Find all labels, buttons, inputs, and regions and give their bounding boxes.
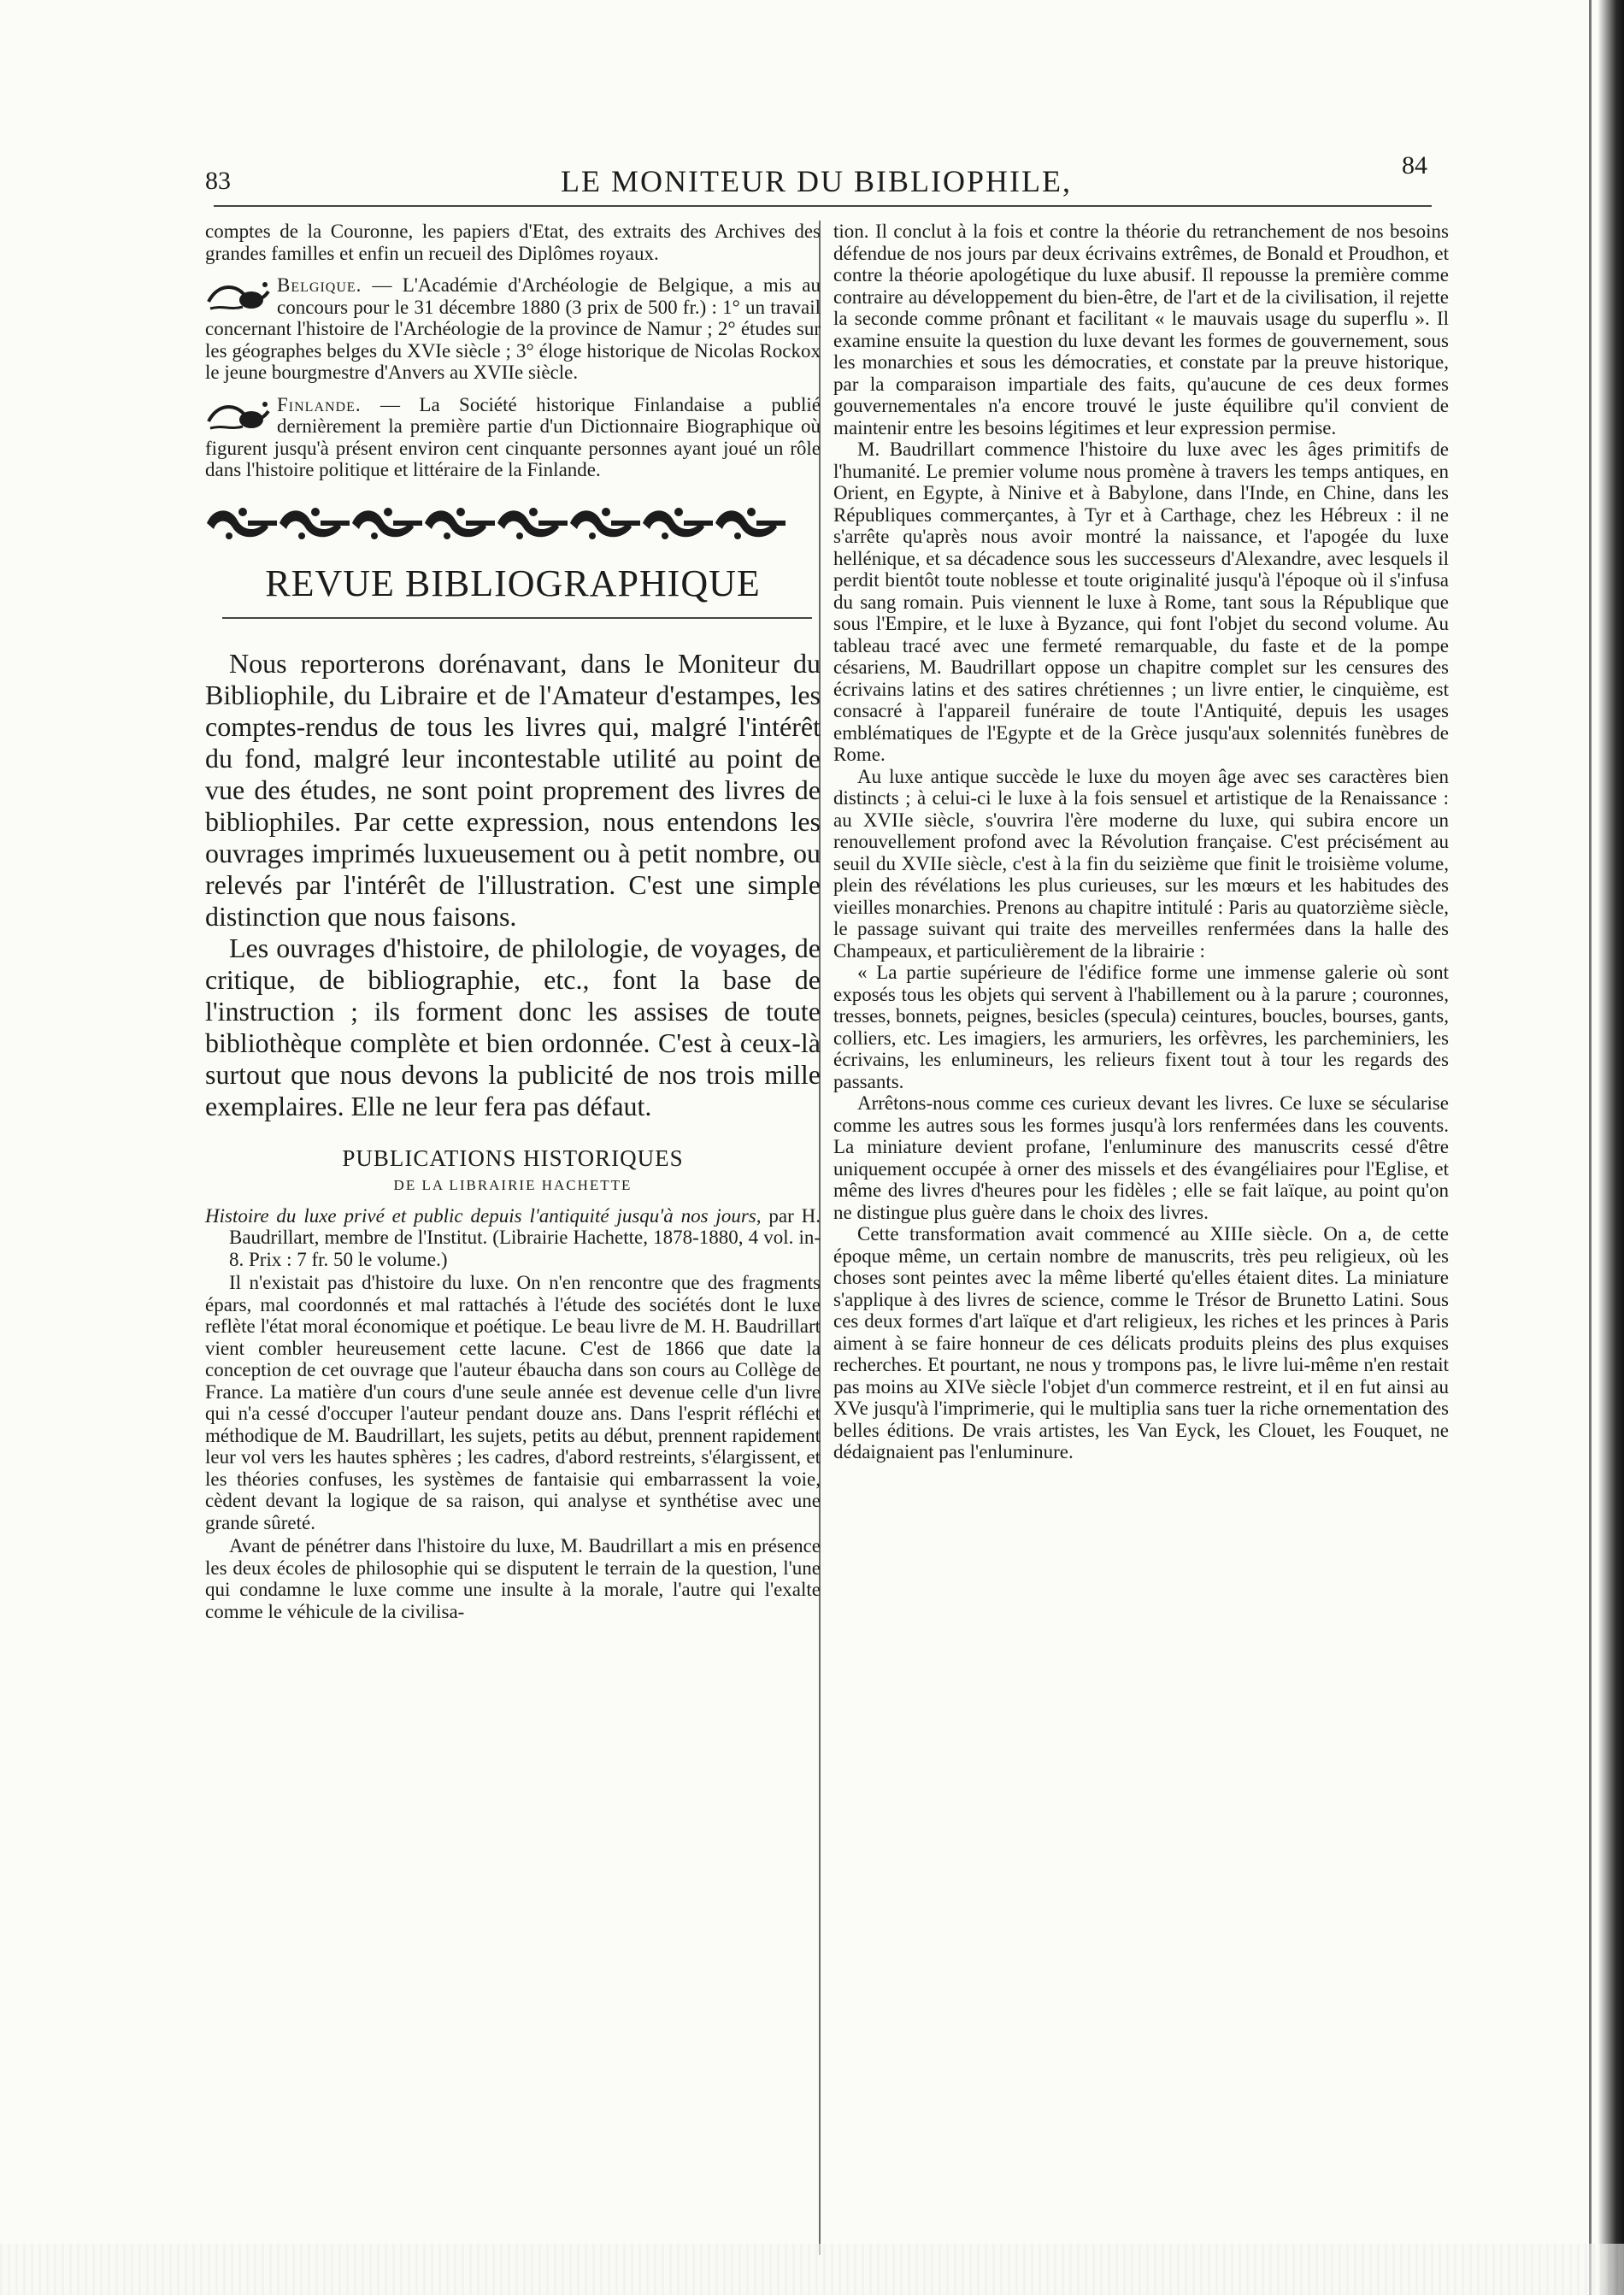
- section-title: REVUE BIBLIOGRAPHIQUE: [265, 562, 761, 604]
- subsection-subtitle: DE LA LIBRAIRIE HACHETTE: [393, 1177, 633, 1193]
- entry-text-belgique: — L'Académie d'Archéologie de Belgique, a mis au concours pour le 31 décembre 1880 (3 prix de 500 fr.) : 1° un travail concernant l'histoire de l'Archéologie de la province de Namur ; 2° études sur les géographes belges du XVIe siècle ; 3° éloge historique de Nicolas Rockox le jeune bourgmestre d'Anvers au XVIIe siècle.: [205, 274, 821, 383]
- title-rule: [222, 617, 812, 619]
- book-details: par H. Baudrillart, membre de l'Institut. (Librairie Hachette, 1878-1880, 4 vol. in-8. Prix : 7 fr. 50 le volume.): [229, 1204, 821, 1270]
- entry-finlande: [205, 394, 821, 481]
- page-number-right: 84: [1402, 151, 1427, 179]
- quotation-paragraph-2: Arrêtons-nous comme ces curieux devant les livres. Ce luxe se sécularise comme les autres sous les formes jusqu'à lors renfermées dans les couvents. La miniature devient profane, l'enluminure des manuscrits cessé d'être uniquement occupée à orner des missels et des évangéliaires pour l'Eglise, et même des livres d'heures pour les fidèles ; elle se fait laïque, au point qu'on ne distingue plus guère dans le choix des livres.: [833, 1092, 1449, 1223]
- page-number-left: 83: [205, 167, 231, 195]
- quotation-paragraph-1: « La partie supérieure de l'édifice forme une immense galerie où sont exposés tous les objets qui servent à l'habillement ou à la parure ; couronnes, tresses, bonnets, peignes, besicles (specula) ceintures, boucles, bourses, gants, colliers, etc. Les imagiers, les armuriers, les orfèvres, les parcheminiers, les écrivains, les enlumineurs, les relieurs fixent tout à tour les regards des passants.: [833, 962, 1449, 1092]
- journal-title: LE MONITEUR DU BIBLIOPHILE,: [561, 164, 1072, 198]
- subsection-title: PUBLICATIONS HISTORIQUES: [342, 1145, 684, 1171]
- lead-paragraph-1: Nous reporterons dorénavant, dans le Moniteur du Bibliophile, du Libraire et de l'Amateur d'estampes, les comptes-rendus de tous les livres qui, malgré l'intérêt du fond, malgré leur incontestable utilité au point de vue des études, ne sont point proprement des livres de bibliophiles. Par cette expression, nous entendons les ouvrages imprimés luxueusement ou à petit nombre, ou relevés par l'intérêt de l'illustration. C'est une simple distinction que nous faisons.: [205, 647, 821, 932]
- quotation-paragraph-3: Cette transformation avait commencé au XIIIe siècle. On a, de cette époque même, un certain nombre de manuscrits, très peu religieux, où les choses sont peintes avec la même liberté qu'elles étaient dites. La miniature s'applique à des livres de science, comme le Trésor de Brunetto Latini. Sous ces deux formes d'art laïque et d'art religieux, les riches et les princes à Paris aiment à se faire honneur de ces délicats produits pleins des plus exquises recherches. Et pourtant, ne nous y trompons pas, le livre lui-même n'en restait pas moins au XIVe siècle l'objet d'un commerce restreint, et il en fut ainsi au XVe jusqu'à l'imprimerie, qui le multiplia sans tuer la riche ornementation des belles éditions. De vrais artistes, les Van Eyck, les Clouet, les Fouquet, ne dédaignaient pas l'enluminure.: [833, 1223, 1449, 1462]
- entry-head-belgique: Belgique.: [277, 274, 362, 296]
- ornament-band-icon: [205, 503, 786, 543]
- review-paragraph-1: Il n'existait pas d'histoire du luxe. On n'en rencontre que des fragments épars, mal coordonnés et mal rattachés à l'étude des sociétés dont le luxe reflète l'état moral économique et poétique. Le beau livre de M. H. Baudrillart vient combler heureusement cette lacune. C'est de 1866 que date la conception de cet ouvrage que l'auteur ébaucha dans son cours au Collège de France. La matière d'un cours d'une seule année est devenue celle d'un livre qui n'a cessé d'occuper l'auteur pendant douze ans. Dans l'esprit réfléchi et méthodique de M. Baudrillart, les sujets, petits au début, prennent rapidement leur vol vers les hautes sphères ; les cadres, d'abord restreints, s'élargissent, et les théories confuses, les systèmes de fantaisie qui embarrassent la voie, cèdent devant la logique de sa raison, qui analyse et synthétise avec une grande sûreté.: [205, 1272, 821, 1533]
- book-title: Histoire du luxe privé et public depuis l'antiquité jusqu'à nos jours,: [205, 1204, 762, 1227]
- fleuron-icon: [205, 276, 272, 314]
- header-rule: [214, 205, 1432, 207]
- scan-binding-shadow: [1598, 0, 1624, 2295]
- review-paragraph-4: M. Baudrillart commence l'histoire du luxe avec les âges primitifs de l'humanité. Le premier volume nous promène à travers les temps antiques, en Orient, en Egypte, à Ninive et à Babylone, dans l'Inde, en Chine, dans les Républiques commerçantes, à Tyr et à Carthage, chez les Hébreux : il ne s'arrête qu'après nous avoir montré la naissance, et l'apogée du luxe hellénique, et sa décadence sous les successeurs d'Alexandre, avec lesquels il perdit bientôt toute noblesse et toute originalité jusqu'à l'époque où il s'infusa du sang romain. Puis viennent le luxe à Rome, tant sous la République que sous l'Empire, et le luxe à Byzance, qui font l'objet du second volume. Au tableau tracé avec une fermeté remarquable, du faste et de la pompe césariens, M. Baudrillart oppose un chapitre complet sur les censures des écrivains latins et des satires chrétiennes ; un livre entier, le cinquième, est consacré à l'appareil funéraire de toute l'Antiquité, depuis les usages emblématiques de l'Egypte et de la Grèce jusqu'aux solennités funèbres de Rome.: [833, 438, 1449, 765]
- page-header: [205, 151, 1427, 201]
- scan-edge-line: [1589, 0, 1592, 2295]
- review-paragraph-3: tion. Il conclut à la fois et contre la théorie du retranchement de nos besoins défendue de nos jours par deux écrivains extrêmes, de Bonald et Proudhon, et contre la théorie apologétique du luxe abusif. Il repousse la première comme contraire au développement du bien-être, de l'art et de la civilisation, il rejette la seconde comme prônant et facilitant « le mauvais usage du superflu ». Il examine ensuite la question du luxe devant les formes de gouvernement, sous les monarchies et sous les démocraties, et constate par la preuve historique, par la comparaison impartiale des faits, qu'aucune de ces deux formes gouvernementales n'a encore trouvé le juste équilibre qu'il convient de maintenir entre les besoins légitimes et leur expression permise.: [833, 221, 1449, 438]
- lead-paragraph-2: Les ouvrages d'histoire, de philologie, de voyages, de critique, de bibliographie, etc., font la base de l'instruction ; ils forment donc les assises de toute bibliothèque complète et bien ordonnée. C'est à ceux-là surtout que nous devons la publicité de nos trois mille exemplaires. Elle ne leur fera pas défaut.: [205, 932, 821, 1121]
- intro-paragraph: comptes de la Couronne, les papiers d'Etat, des extraits des Archives des grandes familles et enfin un recueil des Diplômes royaux.: [205, 221, 821, 264]
- scan-noise: [0, 2244, 1624, 2295]
- left-column: [205, 221, 821, 1622]
- review-paragraph-2: Avant de pénétrer dans l'histoire du luxe, M. Baudrillart a mis en présence les deux écoles de philosophie qui se disputent le terrain de la question, l'une qui condamne le luxe comme une insulte à la morale, l'autre qui l'exalte comme le véhicule de la civilisa-: [205, 1535, 821, 1622]
- entry-belgique: [205, 274, 821, 384]
- book-citation: [205, 1205, 821, 1271]
- lead-text: [205, 648, 821, 1122]
- entry-text-finlande: — La Société historique Finlandaise a publié dernièrement la première partie d'un Dictionnaire Biographique où figurent jusqu'à présent environ cent cinquante personnes ayant joué un rôle dans l'histoire politique et littéraire de la Finlande.: [205, 393, 821, 480]
- review-paragraph-5: Au luxe antique succède le luxe du moyen âge avec ses caractères bien distincts ; à celui-ci le luxe à la fois sensuel et artistique de la Renaissance : au XVIIe siècle, s'ouvrira l'ère moderne du luxe, qui subira encore un renouvellement profond avec la Révolution française. C'est précisément au seuil du XVIIe siècle, c'est à la fin du seizième que finit le troisième volume, plein des révélations les plus curieuses, sur les mœurs et les habitudes des vieilles monarchies. Prenons au chapitre intitulé : Paris au quatorzième siècle, le passage suivant qui traite des merveilles renfermées dans la halle des Champeaux, et particulièrement de la librairie :: [833, 765, 1449, 962]
- fleuron-icon: [205, 396, 272, 433]
- right-column: [833, 221, 1449, 1463]
- entry-head-finlande: Finlande.: [277, 393, 362, 415]
